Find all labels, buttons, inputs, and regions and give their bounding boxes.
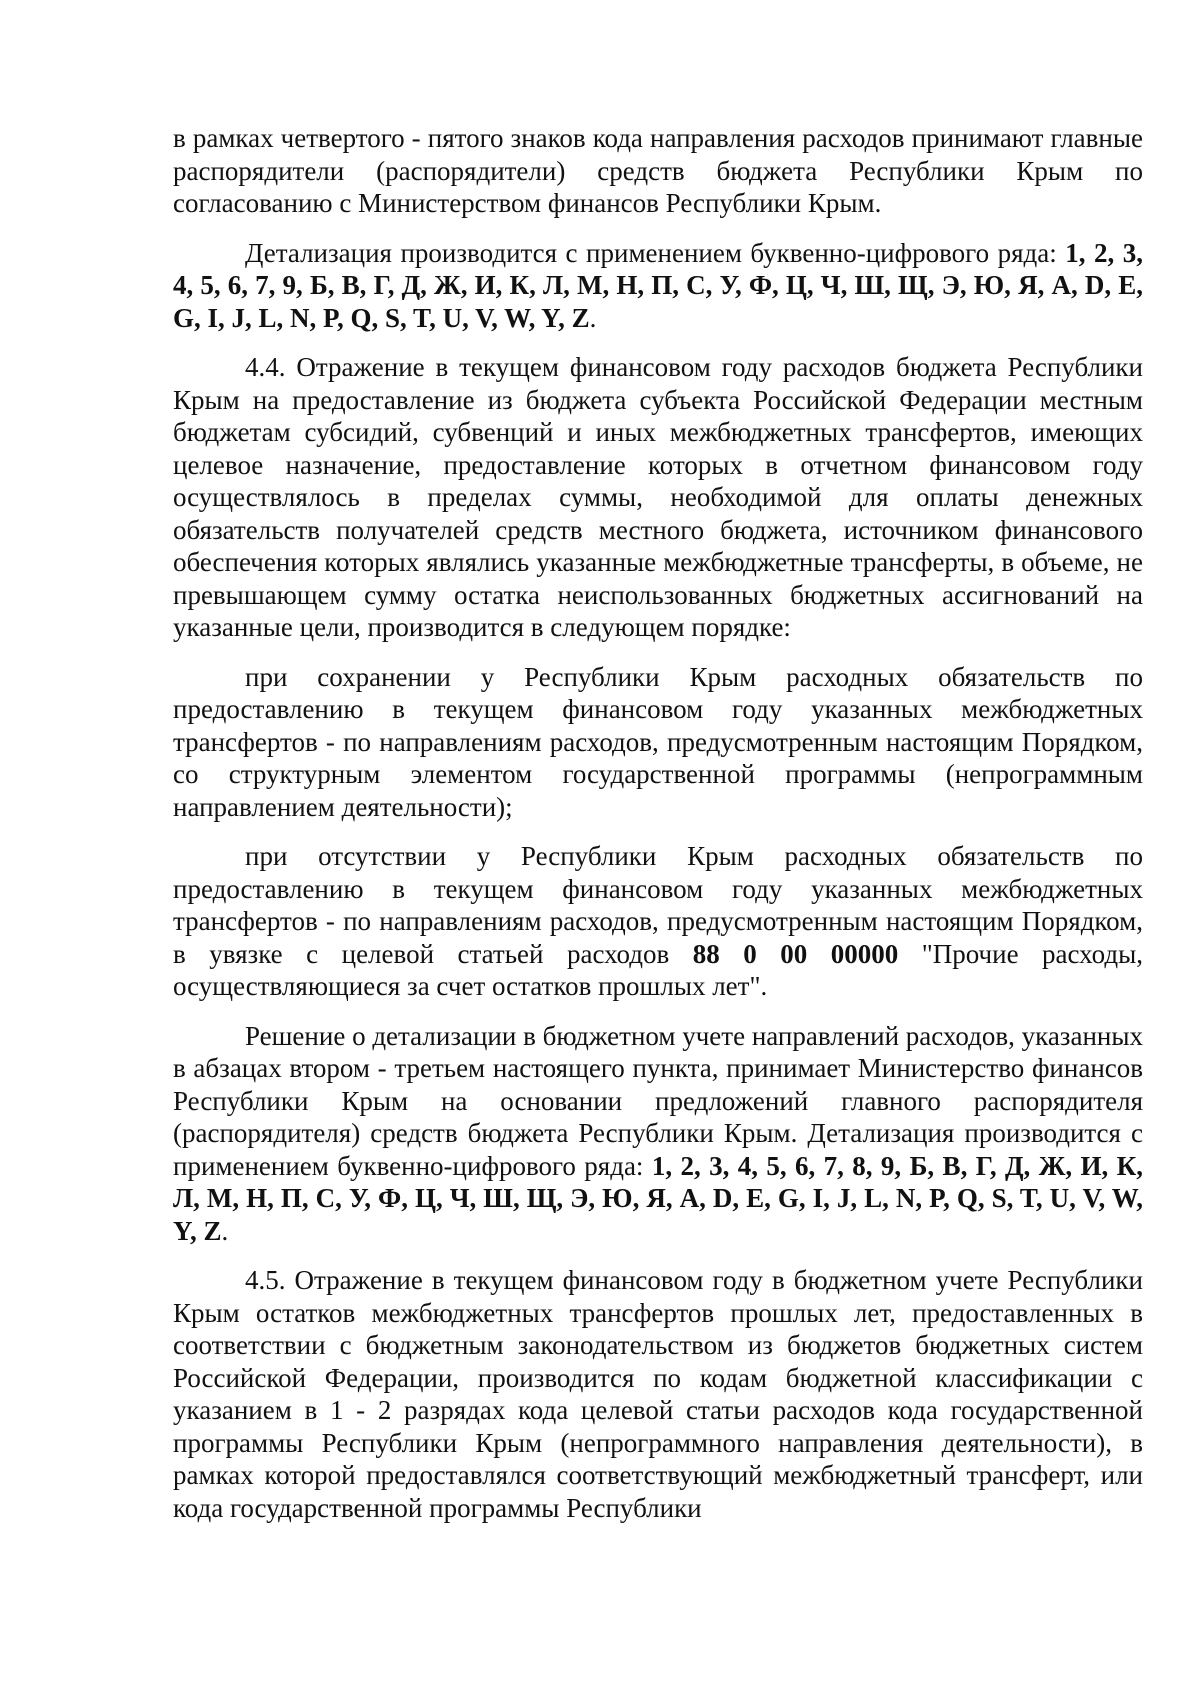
paragraph-continuation: в рамках четвертого - пятого знаков кода направления расходов принимают главные распорядители (распорядители) средств бюджета Республики Крым по согласованию с Министерством финансов Республики Крым. [173, 123, 1143, 218]
paragraph-end: . [589, 302, 597, 333]
character-series-bold: 1, 2, 3, 4, 5, 6, 7, 9, Б, В, Г, Д, Ж, И, К, Л, М, Н, П, С, У, Ф, Ц, Ч, Ш, Щ, Э, Ю, Я, A, D, E, G, I, J, L, N, P, Q, S, T, U, V, W, Y, Z [173, 237, 1143, 333]
paragraph-text: Решение о детализации в бюджетном учете направлений расходов, указанных в абзацах втором - третьем настоящего пункта, принимает Министерство финансов Республики Крым на основании предложений главного распорядителя (распорядителя) средств бюджета Республики Крым. Детализация производится с применением буквенно-цифрового ряда: [173, 1020, 1143, 1181]
paragraph-text: Детализация производится с применением буквенно-цифрового ряда: [245, 237, 1066, 268]
paragraph-end: . [221, 1215, 229, 1246]
paragraph-preserved-obligations: при сохранении у Республики Крым расходных обязательств по предоставлению в текущем финансовом году указанных межбюджетных трансфертов - по направлениям расходов, предусмотренным настоящим Порядком, со структурным элементом государственной программы (непрограммным направлением деятельности); [173, 661, 1143, 822]
character-series-bold: 1, 2, 3, 4, 5, 6, 7, 8, 9, Б, В, Г, Д, Ж, И, К, Л, М, Н, П, С, У, Ф, Ц, Ч, Ш, Щ, Э, Ю, Я, A, D, E, G, I, J, L, N, P, Q, S, T, U, V, W, Y, Z [173, 1150, 1143, 1246]
paragraph-detalization-decision [173, 1020, 1143, 1248]
target-article-code-bold: 88 0 00 00000 [692, 938, 899, 969]
paragraph-end: "Прочие расходы, осуществляющиеся за счет остатков прошлых лет". [173, 938, 1143, 1001]
paragraph-section-4-5: 4.5. Отражение в текущем финансовом году в бюджетном учете Республики Крым остатков межбюджетных трансфертов прошлых лет, предоставленных в соответствии с бюджетным законодательством из бюджетов бюджетных систем Российской Федерации, производится по кодам бюджетной классификации с указанием в 1 - 2 разрядах кода целевой статьи расходов кода государственной программы Республики Крым (непрограммного направления деятельности), в рамках которой предоставлялся соответствующий межбюджетный трансферт, или кода государственной программы Республики [173, 1265, 1143, 1523]
paragraph-section-4-4: 4.4. Отражение в текущем финансовом году расходов бюджета Республики Крым на предоставление из бюджета субъекта Российской Федерации местным бюджетам субсидий, субвенций и иных межбюджетных трансфертов, имеющих целевое назначение, предоставление которых в отчетном финансовом году осуществлялось в пределах суммы, необходимой для оплаты денежных обязательств получателей средств местного бюджета, источником финансового обеспечения которых являлись указанные межбюджетные трансферты, в объеме, не превышающем сумму остатка неиспользованных бюджетных ассигнований на указанные цели, производится в следующем порядке: [173, 352, 1143, 642]
paragraph-absent-obligations [173, 840, 1143, 1003]
paragraph-detalization-1 [173, 237, 1143, 335]
paragraph-text: при отсутствии у Республики Крым расходных обязательств по предоставлению в текущем финансовом году указанных межбюджетных трансфертов - по направлениям расходов, предусмотренным настоящим Порядком, в увязке с целевой статьей расходов [173, 841, 1143, 969]
document-page [173, 122, 1143, 1524]
